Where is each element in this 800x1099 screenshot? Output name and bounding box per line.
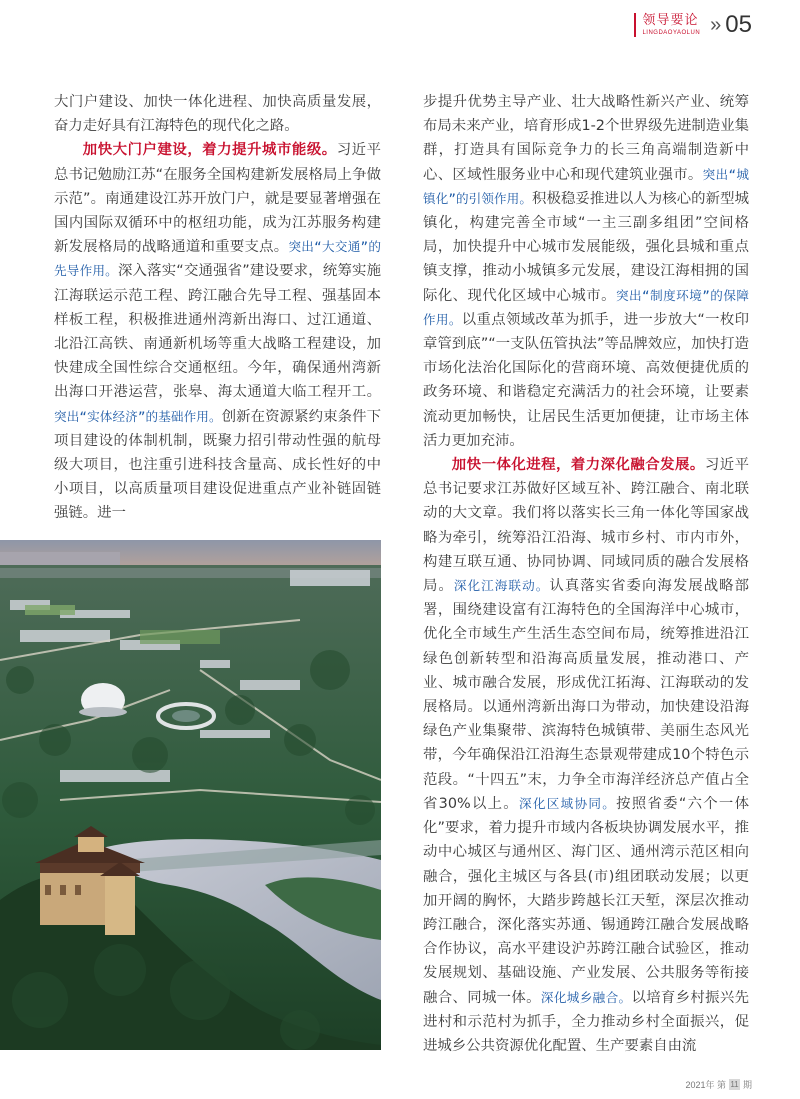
body-text: 积极稳妥推进以人为核心的新型城镇化，构建完善全市域“一主三副多组团”空间格局，加快提升中心城市发展能级，强化县城和重点镇支撑，推动小城镇多元发展，建设江海相拥的国际化、现代化区域中心城市。 [423,190,749,304]
left-text-column [54,90,381,526]
section-title: 领导要论 [642,13,699,28]
sub-heading: 深化区域协同。 [518,795,617,811]
sub-heading: 突出“制度环境”的保障作用。 [423,287,749,327]
body-text: 按照省委“六个一体化”要求，着力提升市域内各板块协调发展水平，推动中心城区与通州区、海门区、通州湾示范区相向融合，强化主城区与各县(市)组团联动发展；以更加开阔的胸怀，大踏步跨越长江天堑，深层次推动跨江融合，深化落实苏通、锡通跨江融合发展战略合作协议，高水平建设沪苏跨江融合试验区，推动发展规划、基础设施、产业发展、公共服务等衔接融合、同城一体。 [423,795,749,1006]
sub-heading: 突出“实体经济”的基础作用。 [54,408,222,424]
sub-heading: 深化城乡融合。 [540,989,632,1005]
sub-heading: 突出“大交通”的先导作用。 [54,239,381,279]
sub-heading: 深化江海联动。 [453,578,550,594]
section-heading: 加快一体化进程，着力深化融合发展。 [451,457,705,474]
body-text: 深入落实“交通强省”建设要求，统筹实施江海联运示范工程、跨江融合先导工程、强基固本样板工程，积极推进通州湾新出海口、过江通道、北沿江高铁、南通新机场等重大战略工程建设，加快建成全国性综合交通枢纽。今年，确保通州湾新出海口开港运营，张皋、海太通道大临工程开工。 [54,263,382,401]
body-text: 习近平总书记勉励江苏“在服务全国构建新发展格局上争做示范”。南通建设江苏开放门户，就是要显著增强在国内国际双循环中的枢纽功能，成为江苏服务构建新发展格局的战略通道和重要支点。 [54,142,381,256]
paragraph: 大门户建设、加快一体化进程、加快高质量发展，奋力走好具有江海特色的现代化之路。 [54,94,381,135]
chevron-icon: » [710,13,722,36]
body-text: 以重点领域改革为抓手，进一步放大“一枚印章管到底”“一支队伍管执法”等品牌效应，加快打造市场化法治化国际化的营商环境、高效便捷优质的政务环境、和谐稳定充满活力的社会环境，让要素流动更加畅快，让居民生活更加便捷，让市场主体活力更加充沛。 [423,311,749,449]
page-footer [685,1078,752,1091]
paragraph [54,138,381,525]
section-heading: 加快大门户建设，着力提升城市能级。 [82,142,337,159]
issue-number: 11 [730,1080,739,1089]
body-text: 习近平总书记要求江苏做好区域互补、跨江融合、南北联动的大文章。我们将以落实长三角一体化等国家战略为牵引，统筹沿江沿海、城市乡村、市内市外，构建互联互通、协同协调、同域同质的融合发展格局。 [423,457,749,595]
issue-suffix: 期 [742,1080,752,1090]
sub-heading: 突出“城镇化”的引领作用。 [423,166,749,206]
page-number: 05 [725,11,752,38]
header-accent-bar [634,13,636,37]
issue-year-label: 2021年 第 [685,1080,726,1090]
section-label [642,14,700,36]
page-header [634,8,752,42]
body-text: 创新在资源紧约束条件下项目建设的体制机制，既聚力招引带动性强的航母级大项目，也注重引进科技含量高、成长性好的中小项目，以高质量项目建设促进重点产业补链固链强链。进一 [54,408,381,522]
right-text-column [423,90,749,1058]
body-text: 认真落实省委向海发展战略部署，围绕建设富有江海特色的全国海洋中心城市，优化全市域生产生活生态空间布局，统筹推进沿江绿色创新转型和沿海高质量发展，推动港口、产业、城市融合发展，形成优江拓海、江海联动的发展格局。以通州湾新出海口为带动，加快建设沿海绿色产业集聚带、滨海特色城镇带、美丽生态风光带，今年确保沿江沿海生态景观带建成10个特色示范段。“十四五”末，力争全市海洋经济总产值占全省30%以上。 [423,578,749,812]
section-subtitle: LINGDAOYAOLUN [642,30,701,36]
body-text: 以培育乡村振兴先进村和示范村为抓手，全力推动乡村全面振兴，促进城乡公共资源优化配置、生产要素自由流 [423,989,749,1054]
paragraph [423,453,749,1058]
body-text: 步提升优势主导产业、壮大战略性新兴产业、统筹布局未来产业，培育形成1-2个世界级先进制造业集群，打造具有国际竞争力的长三角高端制造新中心、区域性服务业中心和现代建筑业强市。 [423,94,749,183]
paragraph [423,90,749,453]
aerial-city-park-photo [0,540,381,1050]
